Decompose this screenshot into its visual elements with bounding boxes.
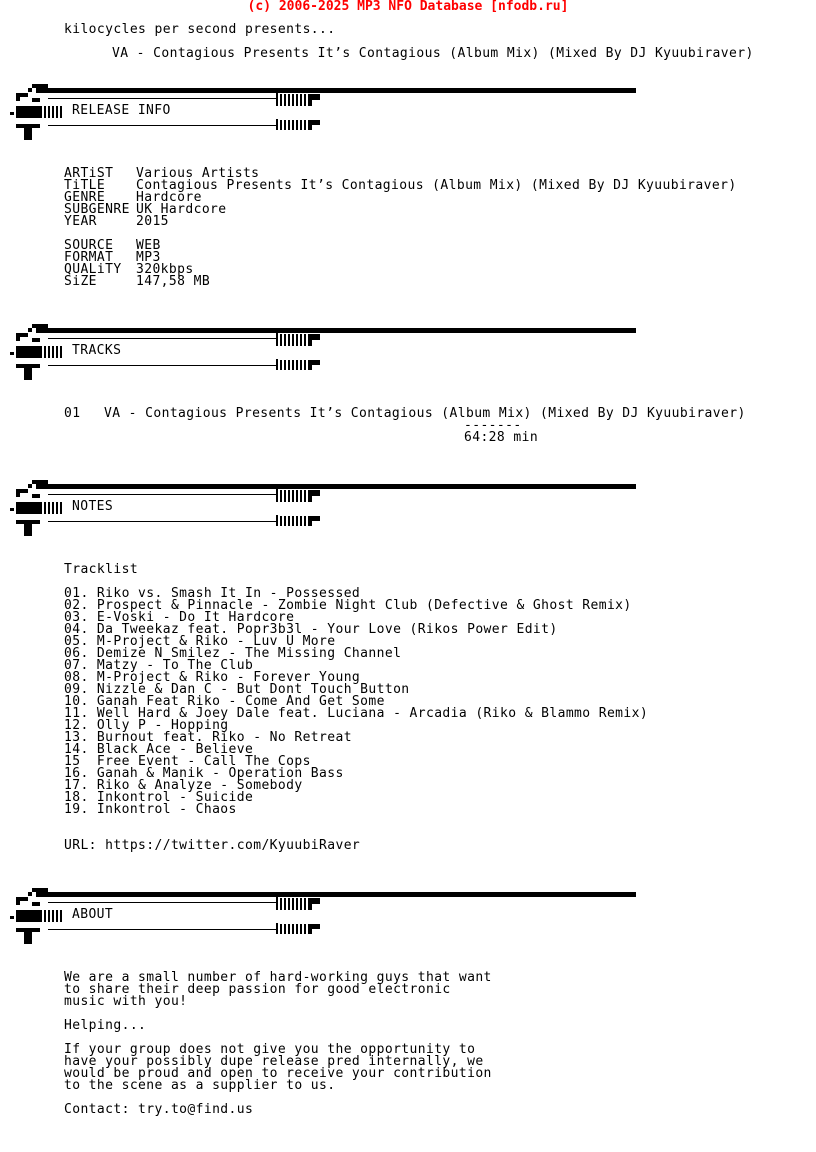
list-item: 02. Prospect & Pinnacle - Zombie Night Club (Defective & Ghost Remix): [64, 598, 632, 613]
genre-label: GENRE: [64, 190, 106, 205]
format-label: FORMAT: [64, 250, 114, 265]
list-item: 04. Da Tweekaz feat. Popr3b3l - Your Love (Rikos Power Edit): [64, 622, 558, 637]
intro-release-title: VA - Contagious Presents It’s Contagious (Album Mix) (Mixed By DJ Kyuubiraver): [112, 46, 754, 61]
section-title-tracks: TRACKS: [72, 343, 122, 358]
year-value: 2015: [136, 214, 169, 229]
about-line: have your possibly dupe release pred internally, we: [64, 1054, 484, 1069]
artist-value: Various Artists: [136, 166, 260, 181]
size-value: 147,58 MB: [136, 274, 211, 289]
section-banner-notes: [0, 480, 640, 536]
about-line: would be proud and open to receive your contribution: [64, 1066, 492, 1081]
list-item: 06. Demize N Smilez - The Missing Channel: [64, 646, 402, 661]
subgenre-value: UK Hardcore: [136, 202, 227, 217]
quality-value: 320kbps: [136, 262, 194, 277]
list-item: 11. Well Hard & Joey Dale feat. Luciana - Arcadia (Riko & Blammo Remix): [64, 706, 649, 721]
section-title-release-info: RELEASE INFO: [72, 103, 171, 118]
about-line: We are a small number of hard-working guys that want: [64, 970, 492, 985]
intro-presents: kilocycles per second presents...: [64, 22, 336, 37]
title-label: TiTLE: [64, 178, 106, 193]
section-banner-about: [0, 888, 640, 944]
list-item: 08. M-Project & Riko - Forever Young: [64, 670, 361, 685]
about-line: to the scene as a supplier to us.: [64, 1078, 336, 1093]
about-line: music with you!: [64, 994, 188, 1009]
list-item: 14. Black Ace - Believe: [64, 742, 254, 757]
list-item: 10. Ganah Feat Riko - Come And Get Some: [64, 694, 385, 709]
about-helping: Helping...: [64, 1018, 147, 1033]
list-item: 19. Inkontrol - Chaos: [64, 802, 237, 817]
list-item: 01. Riko vs. Smash It In - Possessed: [64, 586, 361, 601]
list-item: 09. Nizzle & Dan C - But Dont Touch Button: [64, 682, 410, 697]
artist-label: ARTiST: [64, 166, 114, 181]
track-total-time: 64:28 min: [464, 430, 539, 445]
track-name: VA - Contagious Presents It’s Contagious (Album Mix) (Mixed By DJ Kyuubiraver): [104, 406, 746, 421]
source-label: SOURCE: [64, 238, 114, 253]
about-line: to share their deep passion for good electronic: [64, 982, 451, 997]
list-item: 12. Olly P - Hopping: [64, 718, 229, 733]
source-value: WEB: [136, 238, 161, 253]
subgenre-label: SUBGENRE: [64, 202, 130, 217]
format-value: MP3: [136, 250, 161, 265]
section-title-notes: NOTES: [72, 499, 114, 514]
notes-url[interactable]: URL: https://twitter.com/KyuubiRaver: [64, 838, 361, 853]
section-banner-tracks: [0, 324, 640, 380]
genre-value: Hardcore: [136, 190, 202, 205]
section-title-about: ABOUT: [72, 907, 114, 922]
year-label: YEAR: [64, 214, 97, 229]
about-line: If your group does not give you the opportunity to: [64, 1042, 476, 1057]
quality-label: QUALiTY: [64, 262, 122, 277]
tracklist-heading: Tracklist: [64, 562, 139, 577]
list-item: 13. Burnout feat. Riko - No Retreat: [64, 730, 352, 745]
list-item: 18. Inkontrol - Suicide: [64, 790, 254, 805]
contact-line[interactable]: Contact: try.to@find.us: [64, 1102, 254, 1117]
track-separator: -------: [464, 418, 522, 433]
list-item: 05. M-Project & Riko - Luv U More: [64, 634, 336, 649]
size-label: SiZE: [64, 274, 97, 289]
list-item: 03. E-Voski - Do It Hardcore: [64, 610, 295, 625]
site-header[interactable]: (c) 2006-2025 MP3 NFO Database [nfodb.ru]: [247, 0, 569, 14]
title-value: Contagious Presents It’s Contagious (Album Mix) (Mixed By DJ Kyuubiraver): [136, 178, 737, 193]
section-banner-release-info: [0, 84, 640, 140]
track-number: 01: [64, 406, 81, 421]
list-item: 07. Matzy - To The Club: [64, 658, 254, 673]
list-item: 16. Ganah & Manik - Operation Bass: [64, 766, 344, 781]
list-item: 17. Riko & Analyze - Somebody: [64, 778, 303, 793]
list-item: 15 Free Event - Call The Cops: [64, 754, 311, 769]
